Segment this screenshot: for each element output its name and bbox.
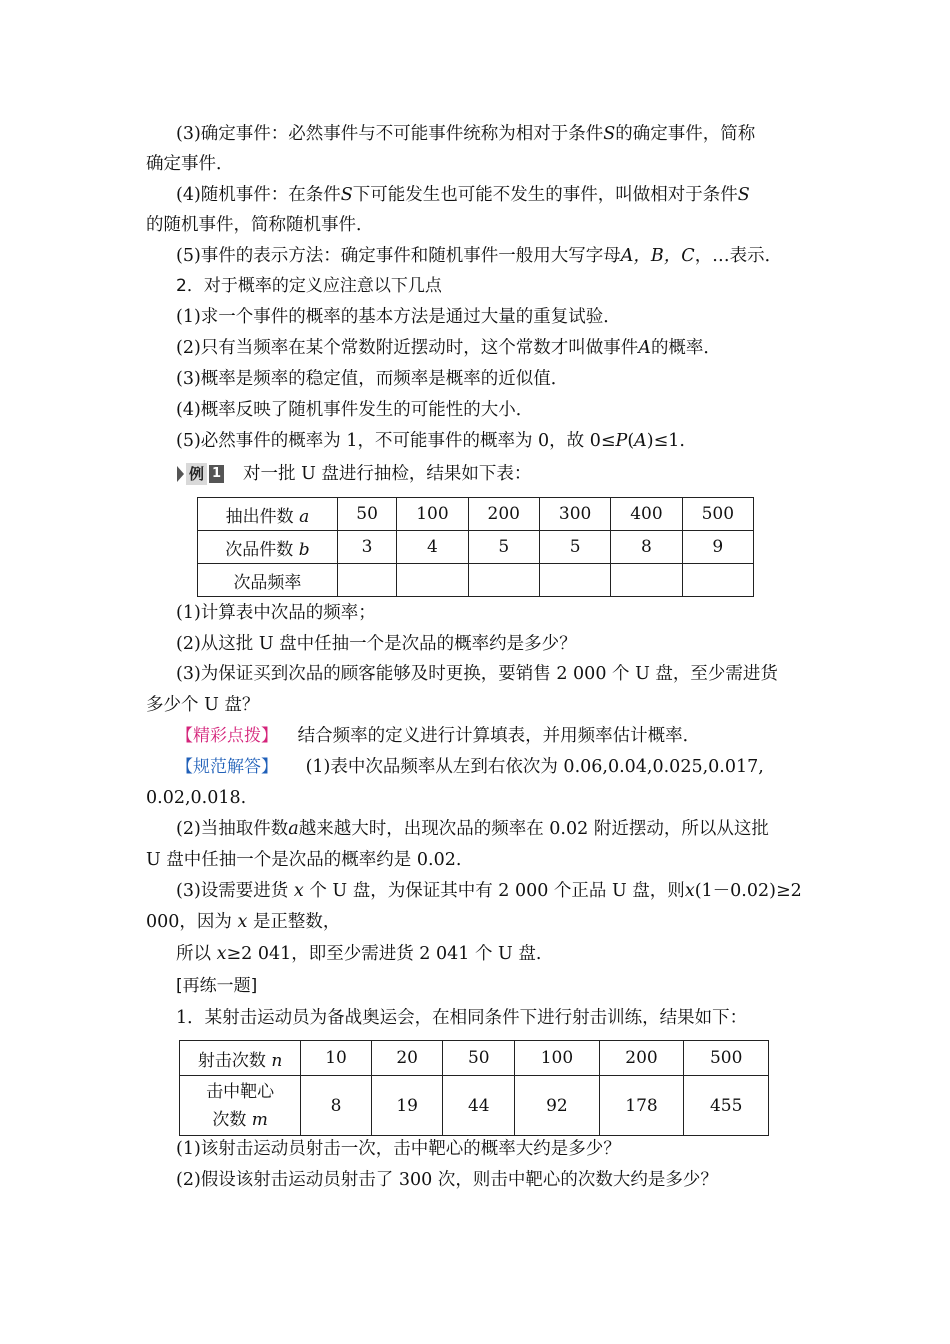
table-row	[198, 498, 754, 531]
paragraph-random-event: (4)随机事件：在条件S下可能发生也可能不发生的事件，叫做相对于条件S	[176, 185, 750, 205]
example-badge	[177, 463, 224, 485]
practice-problem: 1．某射击运动员为备战奥运会，在相同条件下进行射击训练，结果如下：	[176, 1008, 748, 1028]
point-1: (1)求一个事件的概率的基本方法是通过大量的重复试验．	[176, 307, 621, 327]
example-intro: 对一批 U 盘进行抽检，结果如下表：	[243, 464, 532, 484]
table-cell	[539, 564, 610, 597]
section-heading: 2．对于概率的定义应注意以下几点	[176, 276, 442, 296]
table-cell: 9	[682, 531, 753, 564]
table-cell: 500	[684, 1041, 769, 1076]
example-question-1: (1)计算表中次品的频率；	[176, 603, 376, 623]
table-cell: 8	[301, 1076, 372, 1136]
table-cell	[397, 564, 468, 597]
example-question-3-cont: 多少个 U 盘？	[146, 695, 260, 715]
answer-line-4: U 盘中任抽一个是次品的概率约是 0.02.	[146, 850, 462, 870]
table-cell: 10	[301, 1041, 372, 1076]
table-cell: 50	[337, 498, 396, 531]
table-cell: 500	[682, 498, 753, 531]
table-cell: 100	[515, 1041, 600, 1076]
table-row	[198, 531, 754, 564]
row-header: 射击次数 n	[180, 1041, 301, 1076]
practice-header: [再练一题]	[176, 976, 258, 996]
table-cell: 92	[515, 1076, 600, 1136]
table-row	[180, 1076, 769, 1136]
answer-line-6: 000，因为 x 是正整数，	[146, 912, 341, 932]
example-label: 例	[186, 463, 207, 485]
hint-line	[176, 724, 700, 748]
answer-line-3: (2)当抽取件数a越来越大时，出现次品的频率在 0.02 附近摆动，所以从这批	[176, 819, 769, 839]
table-cell	[468, 564, 539, 597]
table-cell: 20	[371, 1041, 443, 1076]
table-cell: 200	[468, 498, 539, 531]
point-4: (4)概率反映了随机事件发生的可能性的大小．	[176, 400, 534, 420]
table-cell: 50	[443, 1041, 515, 1076]
table-row	[180, 1041, 769, 1076]
table-cell: 400	[611, 498, 682, 531]
practice-question-2: (2)假设该射击运动员射击了 300 次，则击中靶心的次数大约是多少？	[176, 1170, 718, 1190]
answer-line-5: (3)设需要进货 x 个 U 盘，为保证其中有 2 000 个正品 U 盘，则x(1－0.02)≥2	[176, 881, 802, 901]
example-number: 1	[209, 465, 224, 483]
table-cell: 4	[397, 531, 468, 564]
paragraph-definite-event: (3)确定事件：必然事件与不可能事件统称为相对于条件S的确定事件，简称	[176, 124, 756, 144]
point-2: (2)只有当频率在某个常数附近摆动时，这个常数才叫做事件A的概率．	[176, 338, 721, 358]
answer-line-7: 所以 x≥2 041，即至少需进货 2 041 个 U 盘.	[176, 944, 542, 964]
row-header: 击中靶心 次数 m	[180, 1076, 301, 1136]
table-row	[198, 564, 754, 597]
point-5: (5)必然事件的概率为 1，不可能事件的概率为 0，故 0≤P(A)≤1.	[176, 431, 685, 451]
table-cell	[611, 564, 682, 597]
example-question-2: (2)从这批 U 盘中任抽一个是次品的概率约是多少？	[176, 634, 577, 654]
table-cell: 300	[539, 498, 610, 531]
practice-question-1: (1)该射击运动员射击一次，击中靶心的概率大约是多少？	[176, 1139, 621, 1159]
table-cell: 19	[371, 1076, 443, 1136]
shooting-table	[179, 1040, 769, 1136]
row-header: 抽出件数 a	[198, 498, 338, 531]
answer-line-1	[176, 755, 764, 779]
inspection-table	[197, 497, 754, 597]
table-cell: 200	[599, 1041, 684, 1076]
table-cell: 455	[684, 1076, 769, 1136]
table-cell	[337, 564, 396, 597]
play-arrow-icon	[177, 466, 184, 482]
answer-tag: 【规范解答】	[176, 757, 278, 777]
example-question-3: (3)为保证买到次品的顾客能够及时更换，要销售 2 000 个 U 盘，至少需进货	[176, 664, 778, 684]
paragraph-definite-event-cont: 确定事件．	[146, 154, 234, 174]
point-3: (3)概率是频率的稳定值，而频率是概率的近似值．	[176, 369, 569, 389]
table-cell	[682, 564, 753, 597]
table-cell: 5	[539, 531, 610, 564]
hint-tag: 【精彩点拨】	[176, 726, 278, 746]
answer-text: (1)表中次品频率从左到右依次为 0.06,0.04,0.025,0.017,	[305, 757, 764, 777]
paragraph-notation: (5)事件的表示方法：确定事件和随机事件一般用大写字母A，B，C，…表示．	[176, 246, 783, 266]
table-cell: 8	[611, 531, 682, 564]
row-header: 次品件数 b	[198, 531, 338, 564]
answer-line-2: 0.02,0.018.	[146, 788, 247, 808]
table-cell: 44	[443, 1076, 515, 1136]
hint-text: 结合频率的定义进行计算填表，并用频率估计概率．	[297, 726, 701, 746]
row-header: 次品频率	[198, 564, 338, 597]
paragraph-random-event-cont: 的随机事件，简称随机事件．	[146, 215, 374, 235]
table-cell: 100	[397, 498, 468, 531]
table-cell: 3	[337, 531, 396, 564]
table-cell: 5	[468, 531, 539, 564]
table-cell: 178	[599, 1076, 684, 1136]
